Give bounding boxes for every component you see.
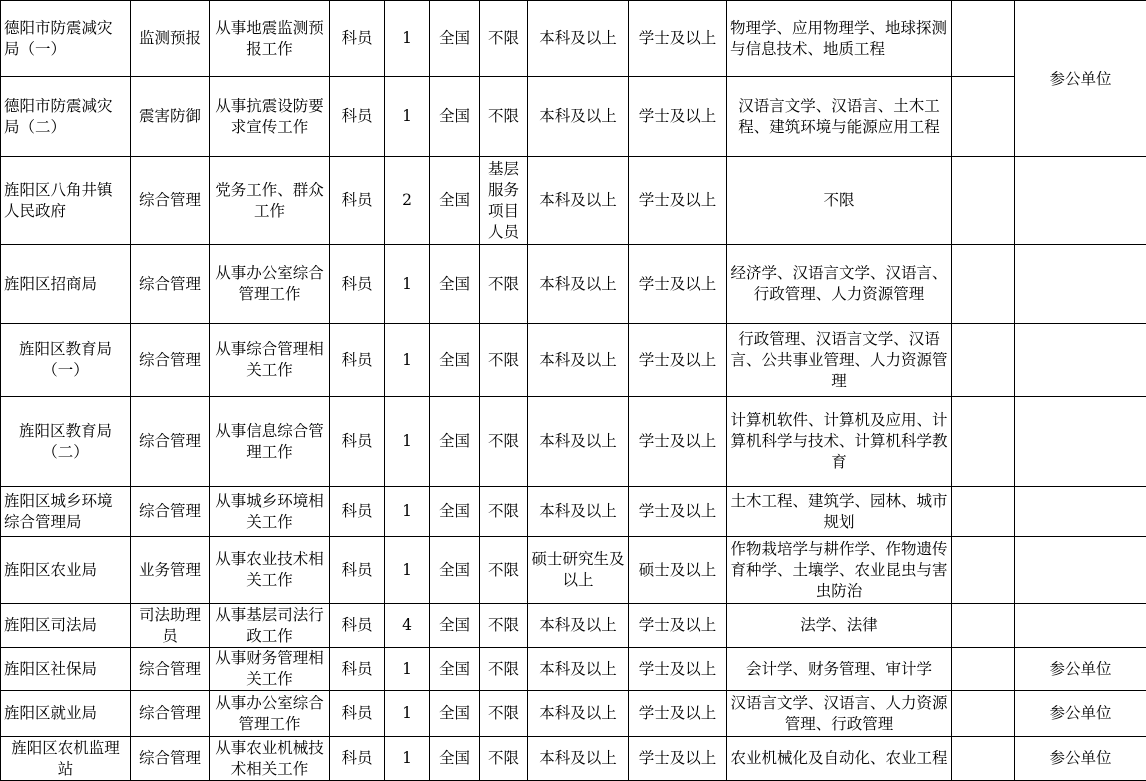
education-cell: 本科及以上	[528, 77, 629, 157]
identity-cell: 不限	[480, 604, 528, 648]
identity-cell: 不限	[480, 737, 528, 781]
table-row	[1, 77, 1146, 157]
remark-cell	[1015, 324, 1146, 397]
unit-cell: 旌阳区就业局	[1, 691, 131, 737]
education-cell: 本科及以上	[528, 397, 629, 487]
identity-cell: 不限	[480, 487, 528, 537]
scope-cell: 全国	[430, 1, 480, 77]
table-row	[1, 157, 1146, 245]
other-cell	[952, 245, 1015, 324]
dept-cell: 综合管理	[131, 397, 210, 487]
education-cell: 本科及以上	[528, 737, 629, 781]
remark-cell	[1015, 604, 1146, 648]
degree-cell: 学士及以上	[629, 157, 727, 245]
scope-cell: 全国	[430, 324, 480, 397]
level-cell: 科员	[330, 157, 385, 245]
table-row	[1, 691, 1146, 737]
scope-cell: 全国	[430, 77, 480, 157]
major-cell: 物理学、应用物理学、地球探测与信息技术、地质工程	[727, 1, 952, 77]
other-cell	[952, 648, 1015, 691]
unit-cell: 旌阳区城乡环境综合管理局	[1, 487, 131, 537]
level-cell: 科员	[330, 77, 385, 157]
table-row	[1, 397, 1146, 487]
remark-cell: 参公单位	[1015, 691, 1146, 737]
other-cell	[952, 537, 1015, 604]
level-cell: 科员	[330, 691, 385, 737]
education-cell: 本科及以上	[528, 604, 629, 648]
scope-cell: 全国	[430, 397, 480, 487]
table-row	[1, 648, 1146, 691]
major-cell: 经济学、汉语言文学、汉语言、行政管理、人力资源管理	[727, 245, 952, 324]
dept-cell: 综合管理	[131, 691, 210, 737]
table-row	[1, 537, 1146, 604]
education-cell: 本科及以上	[528, 324, 629, 397]
education-cell: 本科及以上	[528, 157, 629, 245]
degree-cell: 学士及以上	[629, 691, 727, 737]
remark-cell	[1015, 487, 1146, 537]
unit-cell: 旌阳区司法局	[1, 604, 131, 648]
scope-cell: 全国	[430, 157, 480, 245]
other-cell	[952, 737, 1015, 781]
remark-cell	[1015, 157, 1146, 245]
count-cell: 1	[385, 77, 430, 157]
other-cell	[952, 397, 1015, 487]
major-cell: 农业机械化及自动化、农业工程	[727, 737, 952, 781]
unit-cell: 旌阳区八角井镇人民政府	[1, 157, 131, 245]
major-cell: 汉语言文学、汉语言、人力资源管理、行政管理	[727, 691, 952, 737]
other-cell	[952, 77, 1015, 157]
count-cell: 1	[385, 537, 430, 604]
degree-cell: 学士及以上	[629, 245, 727, 324]
degree-cell: 学士及以上	[629, 648, 727, 691]
dept-cell: 综合管理	[131, 245, 210, 324]
unit-cell: 旌阳区招商局	[1, 245, 131, 324]
dept-cell: 综合管理	[131, 157, 210, 245]
education-cell: 本科及以上	[528, 691, 629, 737]
remark-cell	[1015, 537, 1146, 604]
major-cell: 作物栽培学与耕作学、作物遗传育种学、土壤学、农业昆虫与害虫防治	[727, 537, 952, 604]
level-cell: 科员	[330, 487, 385, 537]
other-cell	[952, 487, 1015, 537]
dept-cell: 监测预报	[131, 1, 210, 77]
level-cell: 科员	[330, 397, 385, 487]
remark-cell: 参公单位	[1015, 648, 1146, 691]
degree-cell: 硕士及以上	[629, 537, 727, 604]
table-row	[1, 737, 1146, 781]
count-cell: 1	[385, 648, 430, 691]
dept-cell: 司法助理员	[131, 604, 210, 648]
scope-cell: 全国	[430, 737, 480, 781]
education-cell: 本科及以上	[528, 648, 629, 691]
remark-cell: 参公单位	[1015, 737, 1146, 781]
degree-cell: 学士及以上	[629, 324, 727, 397]
education-cell: 本科及以上	[528, 245, 629, 324]
count-cell: 1	[385, 737, 430, 781]
dept-cell: 综合管理	[131, 737, 210, 781]
identity-cell: 不限	[480, 1, 528, 77]
count-cell: 1	[385, 245, 430, 324]
unit-cell: 旌阳区教育局（一）	[1, 324, 131, 397]
table-row	[1, 487, 1146, 537]
scope-cell: 全国	[430, 245, 480, 324]
level-cell: 科员	[330, 604, 385, 648]
duty-cell: 从事城乡环境相关工作	[210, 487, 330, 537]
identity-cell: 不限	[480, 397, 528, 487]
degree-cell: 学士及以上	[629, 737, 727, 781]
unit-cell: 旌阳区社保局	[1, 648, 131, 691]
identity-cell: 不限	[480, 324, 528, 397]
identity-cell: 不限	[480, 648, 528, 691]
scope-cell: 全国	[430, 648, 480, 691]
level-cell: 科员	[330, 324, 385, 397]
other-cell	[952, 157, 1015, 245]
duty-cell: 从事农业机械技术相关工作	[210, 737, 330, 781]
identity-cell: 不限	[480, 537, 528, 604]
duty-cell: 从事农业技术相关工作	[210, 537, 330, 604]
identity-cell: 基层服务项目人员	[480, 157, 528, 245]
dept-cell: 综合管理	[131, 324, 210, 397]
education-cell: 本科及以上	[528, 1, 629, 77]
count-cell: 1	[385, 1, 430, 77]
count-cell: 1	[385, 691, 430, 737]
level-cell: 科员	[330, 648, 385, 691]
scope-cell: 全国	[430, 487, 480, 537]
duty-cell: 党务工作、群众工作	[210, 157, 330, 245]
education-cell: 本科及以上	[528, 487, 629, 537]
table-row	[1, 604, 1146, 648]
degree-cell: 学士及以上	[629, 487, 727, 537]
major-cell: 法学、法律	[727, 604, 952, 648]
unit-cell: 旌阳区农业局	[1, 537, 131, 604]
duty-cell: 从事办公室综合管理工作	[210, 691, 330, 737]
table-row	[1, 1, 1146, 77]
major-cell: 会计学、财务管理、审计学	[727, 648, 952, 691]
scope-cell: 全国	[430, 604, 480, 648]
major-cell: 行政管理、汉语言文学、汉语言、公共事业管理、人力资源管理	[727, 324, 952, 397]
count-cell: 1	[385, 487, 430, 537]
other-cell	[952, 691, 1015, 737]
other-cell	[952, 604, 1015, 648]
duty-cell: 从事办公室综合管理工作	[210, 245, 330, 324]
duty-cell: 从事基层司法行政工作	[210, 604, 330, 648]
dept-cell: 综合管理	[131, 648, 210, 691]
level-cell: 科员	[330, 737, 385, 781]
count-cell: 4	[385, 604, 430, 648]
identity-cell: 不限	[480, 691, 528, 737]
scope-cell: 全国	[430, 537, 480, 604]
dept-cell: 震害防御	[131, 77, 210, 157]
degree-cell: 学士及以上	[629, 1, 727, 77]
major-cell: 土木工程、建筑学、园林、城市规划	[727, 487, 952, 537]
duty-cell: 从事地震监测预报工作	[210, 1, 330, 77]
major-cell: 汉语言文学、汉语言、土木工程、建筑环境与能源应用工程	[727, 77, 952, 157]
duty-cell: 从事财务管理相关工作	[210, 648, 330, 691]
table-row	[1, 245, 1146, 324]
count-cell: 2	[385, 157, 430, 245]
dept-cell: 业务管理	[131, 537, 210, 604]
dept-cell: 综合管理	[131, 487, 210, 537]
degree-cell: 学士及以上	[629, 397, 727, 487]
remark-cell: 参公单位	[1015, 1, 1146, 157]
degree-cell: 学士及以上	[629, 604, 727, 648]
level-cell: 科员	[330, 1, 385, 77]
unit-cell: 旌阳区教育局（二）	[1, 397, 131, 487]
level-cell: 科员	[330, 245, 385, 324]
education-cell: 硕士研究生及以上	[528, 537, 629, 604]
major-cell: 计算机软件、计算机及应用、计算机科学与技术、计算机科学教育	[727, 397, 952, 487]
unit-cell: 德阳市防震减灾局（二）	[1, 77, 131, 157]
table-row	[1, 324, 1146, 397]
duty-cell: 从事抗震设防要求宣传工作	[210, 77, 330, 157]
identity-cell: 不限	[480, 245, 528, 324]
other-cell	[952, 324, 1015, 397]
major-cell: 不限	[727, 157, 952, 245]
duty-cell: 从事信息综合管理工作	[210, 397, 330, 487]
count-cell: 1	[385, 324, 430, 397]
remark-cell	[1015, 397, 1146, 487]
identity-cell: 不限	[480, 77, 528, 157]
unit-cell: 旌阳区农机监理站	[1, 737, 131, 781]
scope-cell: 全国	[430, 691, 480, 737]
duty-cell: 从事综合管理相关工作	[210, 324, 330, 397]
degree-cell: 学士及以上	[629, 77, 727, 157]
unit-cell: 德阳市防震减灾局（一）	[1, 1, 131, 77]
remark-cell	[1015, 245, 1146, 324]
level-cell: 科员	[330, 537, 385, 604]
count-cell: 1	[385, 397, 430, 487]
other-cell	[952, 1, 1015, 77]
